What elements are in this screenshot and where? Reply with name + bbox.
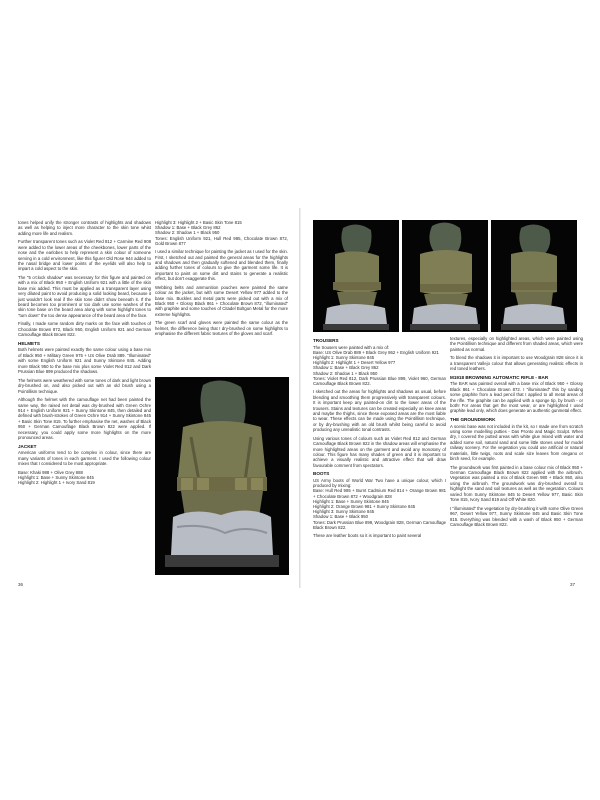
paragraph: The BAR was painted overall with a base mix of Black 950 + Glossy Black 861 + Chocolate Brown 872. I "illuminated" this by sanding some graphite from a lead pencil that I applied to all metal areas of the rifle. The graphite can be applied with a sponge tip, by brush - or both! For areas that get the most wear, or are highlighted I used graphite lead only, which does generate an authentic gunmetal effect. xyxy=(450,381,583,414)
paragraph: I sketched out the areas for highlights and shadows as usual, before blending and smoothing them progressively with transparent colours. It is important keep any painted-on dirt to the lower areas of the trousers. Stains and textures can be created especially on knee areas and maybe the thighs, since these exposed areas are the most liable to wear. These effects can be made using the Pointillism technique, or by dry-brushing with an old brush whilst being careful to avoid producing any unrealistic tonal contrasts. xyxy=(313,389,446,433)
paragraph: The helmets were weathered with some tones of dark and light brown dry-brushed on, and also picked out with an old brush using a Pointillism technique. xyxy=(18,377,151,394)
colour-spec-list xyxy=(313,478,446,530)
section-heading-bar: M1918 BROWNING AUTOMATIC RIFLE - BAR xyxy=(450,374,549,380)
colour-spec-list xyxy=(18,470,151,486)
paragraph: Finally, I made some random dirty marks on the face with touches of Chocolate Brown 872, Black 950, English Uniform 921 and German Camouflage Black Brown 822. xyxy=(18,321,151,338)
spec-line: Highlight 1: Base + Sunny Skintone 845 xyxy=(313,498,389,504)
spec-line: Base: US Olive Drab 889 + Black Grey 862 + English Uniform 921 xyxy=(313,349,439,355)
spec-line: Highlight 3: Highlight 2 + Basic Skin Tone 815 xyxy=(155,220,242,225)
paragraph: The groundwork was first painted in a base colour mix of Black 950 + German Camouflage Black Brown 822 applied with the airbrush. Vegetation was painted a mix of Black Green 980 + Black 950, also using the airbrush. The groundwork was dry-brushed overall to highlight the sand and soil textures as well as the vegetation. Colours varied from Sunny Skintone 845 to Desert Yellow 977, Basic Skin Tone 815, Ivory Sand 819 and Off White 820. xyxy=(450,464,583,503)
spec-line: Shadow 1: Base + Black Grey 862 xyxy=(313,365,379,371)
paragraph: The green scarf and gloves were painted the same colour as the helmet, the difference being that I dry-brushed on some highlights to emphasise the different fabric textures of the gloves and scarf. xyxy=(155,320,288,337)
paragraph: I "illuminated" the vegetation by dry-brushing it with some Olive Green 967, Desert Yellow 977, Sunny Skintone 845 and Basic Skin Tone 815. Everything was blended with a wash of Black 950 + German Camouflage Black Brown 822. xyxy=(450,505,583,527)
colour-spec-list xyxy=(155,220,288,246)
spec-line: Tones: Dark Prussian Blue 899, Woodgrain 828, German Camouflage Black Brown 822. xyxy=(313,519,446,530)
colour-spec-list xyxy=(313,345,446,387)
paragraph: Both helmets were painted exactly the same colour using a base mix of Black 950 + Military Green 975 + US Olive Drab 889. "Illuminated" with some English Uniform 921 and Sunny Skintone 845. Adding more Black 950 to the base mix plus some Violet Red 812 and Dark Prussian Blue 899 produced the shadows. xyxy=(18,347,151,375)
section-heading-groundwork: THE GROUNDWORK xyxy=(450,417,496,423)
spec-line: Highlight 2: Orange Brown 981 + Sunny Skintone 845 xyxy=(313,504,416,510)
right-column-1 xyxy=(313,336,446,542)
photo-figure-front xyxy=(155,377,289,575)
paragraph: To blend the shadows it is important to use Woodgrain 828 since it is a transparent Vallejo colour that allows generating realistic effects in red toned leathers. xyxy=(450,355,583,372)
spec-line: Highlight 2: Highlight 1 + Desert Yellow 977 xyxy=(313,360,396,366)
photo-figure-right-view xyxy=(313,220,399,332)
paragraph: I used a similar technique for painting the jacket as I used for the skin. First, I sketched out and painted the general areas for the highlights and shadows and then gradually softened and blended them, finally adding further tones of colours to give the garment some life. It is important to paint on some dirt and stains to generate a realistic effect, but don't exaggerate this. xyxy=(155,249,288,282)
paragraph: Webbing belts and ammunition pouches were painted the same colour as the jacket, but with some Desert Yellow 977 added to the base mix. Buckles and metal parts were picked out with a mix of Black 950 + Glossy Black 861 + Chocolate Brown 872, "illuminated" with graphite and some touches of Citadel Boltgun Metal for the more extreme highlights. xyxy=(155,284,288,317)
paragraph: Using various tones of colours such as Violet Red 812 and German Camouflage Black Brown 822 in the shadow areas will emphasise the more highlighted areas on the garment and avoid any monotony of colour. This figure has many shades of green and it is important to achieve a visually realistic and attractive effect that will draw favourable comment from spectators. xyxy=(313,435,446,468)
spec-line: Shadow 1: Base + Black 950 xyxy=(313,514,369,520)
spec-line: Highlight 1: Sunny Skintone 845 xyxy=(313,355,375,360)
spec-intro: US Army boots of World War Two have a unique colour, which I produced by mixing: xyxy=(313,478,446,489)
photo-figure-left-view xyxy=(491,220,577,332)
spec-line: Highlight 1: Base + Sunny Skintone 845 xyxy=(18,474,94,480)
paragraph: A scenic base was not included in the kit, so I made one from scratch using some modelling putties - Das Pronto and Magic Sculpt. When dry, I covered the putted areas with white glue mixed with water and added some soil, natural sand and some little stones used for model railway scenery. For the vegetation you could use artificial or natural materials, little twigs, roots and scale size leaves from oregano or birch seed, for example. xyxy=(450,423,583,462)
paragraph: The "5 o'clock shadow" was necessary for this figure and painted on with a mix of Black 950 + English Uniform 921 with a little of the skin base mix added. This must be applied as a transparent layer using very diluted paint to avoid producing a solid looking beard, because it just wouldn't look real if the skin tone didn't show beneath it. If the beard becomes too prominent or too dark use some washes of the skin tone base on the beard area along with some highlight tones to "turn down" the too dense appearance of the beard area of the face. xyxy=(18,275,151,318)
spec-line: Shadow 1: Base + Black Grey 862 xyxy=(155,225,221,231)
section-heading-trousers: TROUSERS xyxy=(313,338,339,343)
section-heading-jacket: JACKET xyxy=(18,443,37,449)
paragraph: Although the helmet with the camouflage net had been painted the same way, the raised net detail was dry-brushed with Green Ochre 914 + English Uniform 921 + Sunny Skintone 845, then detailed and defined with brush-strokes of Green Ochre 914 + Sunny Skintone 845 + Basic Skin Tone 815. To further emphasise the net, washes of Black 950 + German Camouflage Black Brown 822 were applied. If necessary, you could apply some more highlights on the more pronounced areas. xyxy=(18,397,151,440)
spec-intro: The trousers were painted with a mix of: xyxy=(313,344,390,350)
section-heading-boots: BOOTS xyxy=(313,471,330,477)
paragraph: tones helped unify the stronger contrasts of highlights and shadows as well as helping to inject more character to the skin tone whist adding more life and realism. xyxy=(18,220,151,236)
spec-line: Shadow 2: Shadow 1 + Black 950 xyxy=(313,370,378,376)
spec-line: Shadow 2: Shadow 1 + Black 950 xyxy=(155,230,220,236)
page-number-right: 37 xyxy=(570,582,576,587)
section-heading-helmets: HELMETS xyxy=(18,340,40,346)
paragraph: American uniforms tend to be complex in colour, since there are many variants of tones in each garment. I used the following colour mixes that I considered to be most appropriate. xyxy=(18,450,151,466)
paragraph: These are leather boots so it is important to paint several xyxy=(313,533,422,539)
paragraph: Further transparent tones such as Violet Red 812 + Carmine Red 908 were added to the lower areas of the cheekbones, lower parts of the nose and the earlobes to help represent a skin colour of someone serving in a cold environment, like this figure! Old Rose 944 added to the nasal bridge and lower points of the eyelids will also help to impart a cold aspect to the skin. xyxy=(18,239,151,272)
spec-line: Base: Hull Red 985 + Burnt Cadmium Red 814 + Orange Brown 981 + Chocolate Brown 872 + Woodgrain 828 xyxy=(313,488,446,499)
photo-figure-back-view xyxy=(402,220,488,332)
spec-line: Base: Khaki 988 + Olive Grey 888 xyxy=(18,469,83,475)
right-column-2 xyxy=(450,336,583,531)
spec-line: Highlight 2: Highlight 1 + Ivory Sand 819 xyxy=(18,479,95,485)
page-gutter xyxy=(299,208,301,588)
page-number-left: 36 xyxy=(18,582,24,587)
spec-line: Highlight 3: Sunny Skintone 845 xyxy=(313,509,375,515)
spec-line: Tones: Violet Red 812, Dark Prussian Blue 899, Violet 960, German Camouflage Black Brown 822. xyxy=(313,375,446,387)
left-column-1 xyxy=(18,220,151,488)
left-column-2 xyxy=(155,220,288,340)
spec-line: Tones: English Uniform 921, Hull Red 985, Chocolate Brown 872, Gold Brown 877 xyxy=(155,235,288,246)
paragraph: textures, especially on highlighted areas, which were painted using the Pointillism technique and different from shaded areas, which were painted as normal. xyxy=(450,336,583,352)
